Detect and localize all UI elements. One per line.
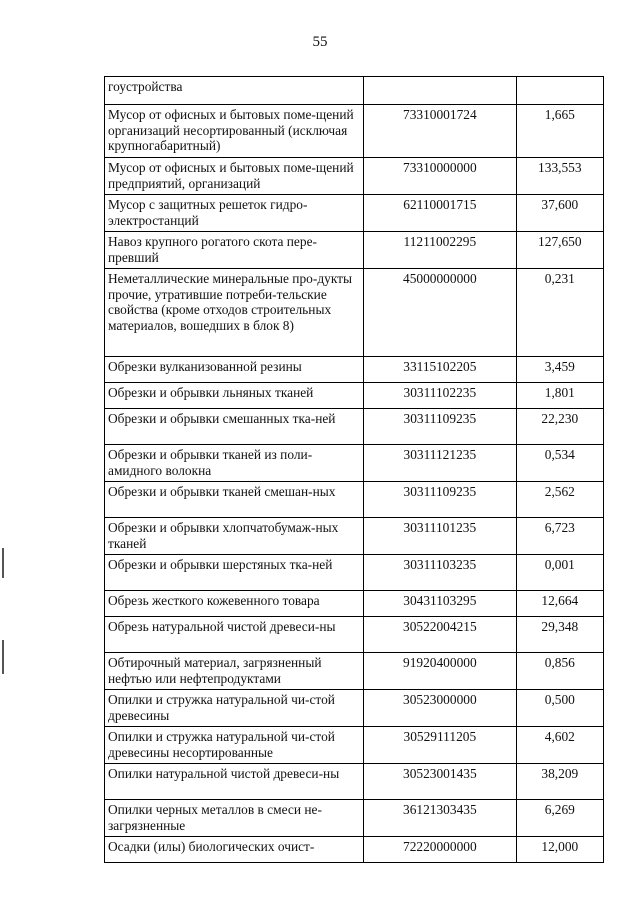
- table-row: [105, 105, 604, 158]
- waste-code-cell: 30431103295: [364, 591, 517, 617]
- waste-code-cell: 36121303435: [364, 800, 517, 837]
- waste-name-cell: Навоз крупного рогатого скота пере-превший: [105, 232, 364, 269]
- waste-quantity-cell: 12,664: [516, 591, 603, 617]
- waste-code-cell: 30311109235: [364, 482, 517, 518]
- table-row: [105, 555, 604, 591]
- waste-quantity-cell: 12,000: [516, 837, 603, 863]
- waste-code-cell: [364, 77, 517, 105]
- waste-name-cell: Обрезь натуральной чистой древеси-ны: [105, 617, 364, 653]
- waste-name-cell: Обрезки и обрывки тканей из поли-амидного волокна: [105, 445, 364, 482]
- waste-name-cell: Обрезки и обрывки хлопчатобумаж-ных тканей: [105, 518, 364, 555]
- waste-name-cell: Опилки натуральной чистой древеси-ны: [105, 764, 364, 800]
- waste-quantity-cell: [516, 77, 603, 105]
- waste-name-cell: Осадки (илы) биологических очист-: [105, 837, 364, 863]
- waste-name-cell: Мусор от офисных и бытовых поме-щений предприятий, организаций: [105, 158, 364, 195]
- waste-quantity-cell: 0,534: [516, 445, 603, 482]
- waste-name-cell: Опилки и стружка натуральной чи-стой древесины: [105, 690, 364, 727]
- waste-code-cell: 30523001435: [364, 764, 517, 800]
- table-row: [105, 409, 604, 445]
- waste-quantity-cell: 2,562: [516, 482, 603, 518]
- waste-name-cell: Обрезки и обрывки смешанных тка-ней: [105, 409, 364, 445]
- table-row: [105, 158, 604, 195]
- table-row: [105, 77, 604, 105]
- table-row: [105, 690, 604, 727]
- waste-name-cell: Обрезь жесткого кожевенного товара: [105, 591, 364, 617]
- table-row: [105, 445, 604, 482]
- waste-code-cell: 11211002295: [364, 232, 517, 269]
- waste-name-cell: Мусор с защитных решеток гидро-электростанций: [105, 195, 364, 232]
- waste-code-cell: 30311121235: [364, 445, 517, 482]
- waste-quantity-cell: 3,459: [516, 357, 603, 383]
- waste-quantity-cell: 0,500: [516, 690, 603, 727]
- waste-quantity-cell: 22,230: [516, 409, 603, 445]
- table-row: [105, 591, 604, 617]
- waste-code-cell: 30311101235: [364, 518, 517, 555]
- waste-name-cell: Обрезки вулканизованной резины: [105, 357, 364, 383]
- scan-margin-mark: [2, 548, 4, 578]
- waste-quantity-cell: 127,650: [516, 232, 603, 269]
- table-row: [105, 357, 604, 383]
- waste-name-cell: Обрезки и обрывки льняных тканей: [105, 383, 364, 409]
- waste-code-cell: 30529111205: [364, 727, 517, 764]
- waste-name-cell: Обрезки и обрывки шерстяных тка-ней: [105, 555, 364, 591]
- waste-quantity-cell: 0,001: [516, 555, 603, 591]
- waste-name-cell: Мусор от офисных и бытовых поме-щений организаций несортированный (исключая крупногабаритный): [105, 105, 364, 158]
- waste-quantity-cell: 1,801: [516, 383, 603, 409]
- waste-code-cell: 30522004215: [364, 617, 517, 653]
- waste-name-cell: Обтирочный материал, загрязненный нефтью или нефтепродуктами: [105, 653, 364, 690]
- waste-code-cell: 30311109235: [364, 409, 517, 445]
- table-row: [105, 617, 604, 653]
- waste-quantity-cell: 133,553: [516, 158, 603, 195]
- waste-quantity-cell: 38,209: [516, 764, 603, 800]
- waste-name-cell: Опилки и стружка натуральной чи-стой древесины несортированные: [105, 727, 364, 764]
- table-row: [105, 837, 604, 863]
- waste-code-cell: 30523000000: [364, 690, 517, 727]
- table-row: [105, 518, 604, 555]
- waste-name-cell: гоустройства: [105, 77, 364, 105]
- table-row: [105, 269, 604, 357]
- table-row: [105, 195, 604, 232]
- table-row: [105, 653, 604, 690]
- page-number: 55: [312, 34, 328, 50]
- table-row: [105, 800, 604, 837]
- waste-name-cell: Обрезки и обрывки тканей смешан-ных: [105, 482, 364, 518]
- table-row: [105, 232, 604, 269]
- waste-quantity-cell: 0,231: [516, 269, 603, 357]
- waste-quantity-cell: 29,348: [516, 617, 603, 653]
- table-row: [105, 727, 604, 764]
- waste-code-cell: 73310000000: [364, 158, 517, 195]
- waste-quantity-cell: 37,600: [516, 195, 603, 232]
- waste-code-cell: 33115102205: [364, 357, 517, 383]
- waste-name-cell: Неметаллические минеральные про-дукты прочие, утратившие потреби-тельские свойства (кроме отходов строительных материалов, вошедших в блок 8): [105, 269, 364, 357]
- waste-code-cell: 91920400000: [364, 653, 517, 690]
- waste-code-cell: 73310001724: [364, 105, 517, 158]
- waste-code-cell: 62110001715: [364, 195, 517, 232]
- table-row: [105, 764, 604, 800]
- table-row: [105, 383, 604, 409]
- waste-code-cell: 72220000000: [364, 837, 517, 863]
- waste-quantity-cell: 0,856: [516, 653, 603, 690]
- waste-quantity-cell: 4,602: [516, 727, 603, 764]
- waste-quantity-cell: 1,665: [516, 105, 603, 158]
- waste-table: [104, 76, 604, 863]
- waste-name-cell: Опилки черных металлов в смеси не-загрязненные: [105, 800, 364, 837]
- table-row: [105, 482, 604, 518]
- waste-code-cell: 30311102235: [364, 383, 517, 409]
- waste-quantity-cell: 6,723: [516, 518, 603, 555]
- scan-margin-mark: [2, 640, 4, 674]
- waste-code-cell: 45000000000: [364, 269, 517, 357]
- waste-quantity-cell: 6,269: [516, 800, 603, 837]
- waste-code-cell: 30311103235: [364, 555, 517, 591]
